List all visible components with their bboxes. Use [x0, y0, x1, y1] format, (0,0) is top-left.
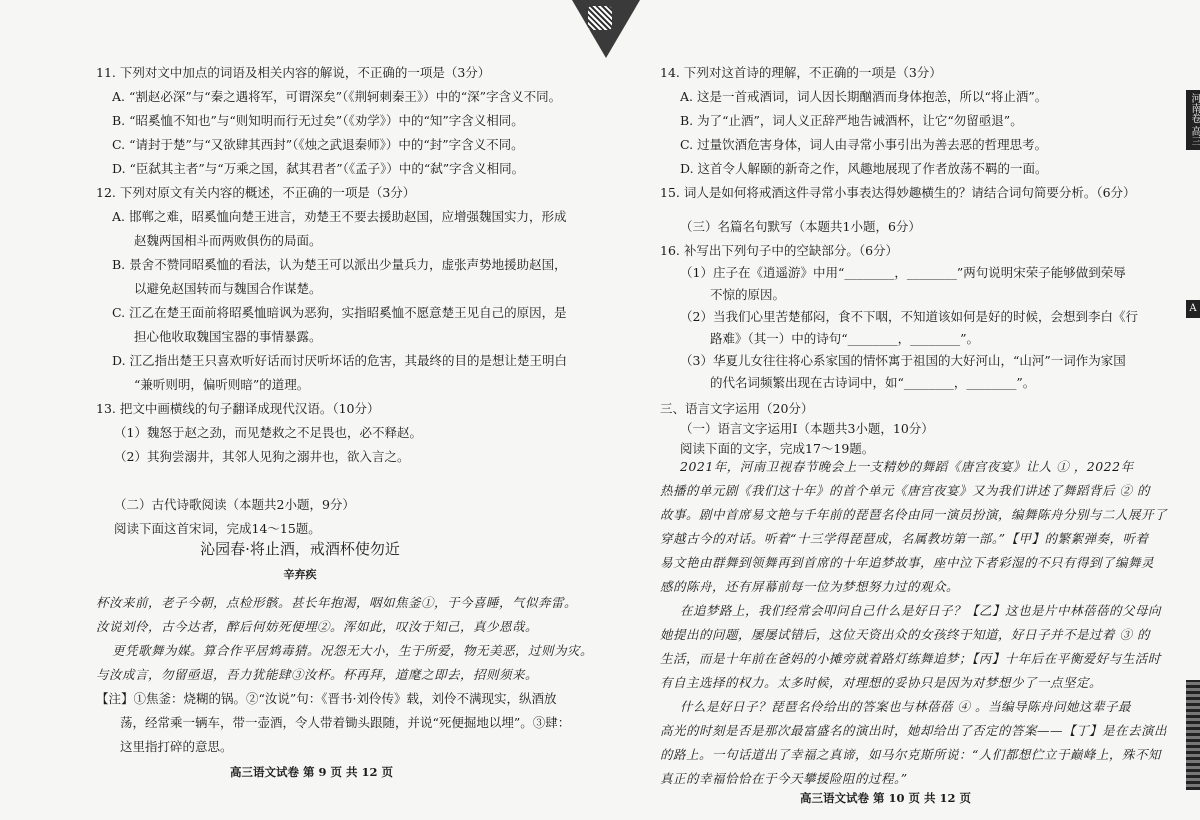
poem-line: 杯汝来前，老子今朝，点检形骸。甚长年抱渴，咽如焦釜①，于今喜睡，气似奔雷。: [96, 595, 578, 610]
spine-label: 河南卷 高三: [1186, 90, 1200, 150]
page-footer-9: 高三语文试卷 第 9 页 共 12 页: [230, 765, 394, 779]
question-line: （2）当我们心里苦楚郁闷，食不下咽，不知道该如何是好的时候，会想到李白《行: [680, 309, 1138, 324]
question-line: D. “臣弑其主者”与“万乘之国，弑其君者”（《孟子》）中的“弑”字含义相同。: [112, 161, 525, 176]
question-line: （一）语言文字运用Ⅰ（本题共3小题，10分）: [680, 421, 934, 436]
passage-line: 什么是好日子？琵琶名伶给出的答案也与林蓓蓓 ④ 。当编导陈舟问她这辈子最: [680, 699, 1131, 714]
question-line: 16. 补写出下列句子中的空缺部分。（6分）: [660, 243, 899, 258]
question-line: 12. 下列对原文有关内容的概述，不正确的一项是（3分）: [96, 185, 416, 200]
question-line: （1）魏怒于赵之劲，而见楚救之不足畏也，必不释赵。: [114, 425, 422, 440]
passage-line: 在追梦路上，我们经常会叩问自己什么是好日子？【乙】这也是片中林蓓蓓的父母向: [680, 603, 1162, 618]
question-line: 13. 把文中画横线的句子翻译成现代汉语。（10分）: [96, 401, 380, 416]
passage-line: 热播的单元剧《我们这十年》的首个单元《唐宫夜宴》又为我们讲述了舞蹈背后 ② 的: [660, 483, 1150, 498]
passage-line: 易文艳由群舞到领舞再到首席的十年追梦故事，座中泣下者彩湿的不只有得到了编舞灵: [660, 555, 1155, 570]
question-line: A. 这是一首戒酒词，词人因长期酗酒而身体抱恙，所以“将止酒”。: [680, 89, 1048, 104]
question-line: 三、语言文字运用（20分）: [660, 401, 814, 416]
question-line: （2）其狗尝溺井，其邻人见狗之溺井也，欲入言之。: [114, 449, 410, 464]
poem-line: 更凭歌舞为媒。算合作平居鸩毒猜。况怨无大小，生于所爱，物无美恶，过则为灾。: [112, 643, 594, 658]
passage-line: 故事。剧中首席易文艳与千年前的琵琶名伶由同一演员扮演，编舞陈舟分别与二人展开了: [660, 507, 1168, 522]
question-line: A. “割赵必深”与“秦之遇将军，可谓深矣”（《荆轲刺秦王》）中的“深”字含义不同。: [112, 89, 562, 104]
passage-line: 穿越古今的对话。听着“十三学得琵琶成，名属教坊第一部。”【甲】的繁絮弹奏，听着: [660, 531, 1149, 546]
question-line: 担心他收取魏国宝器的事情暴露。: [134, 329, 322, 344]
question-line: B. 为了“止酒”，词人义正辞严地告诫酒杯，让它“勿留亟退”。: [680, 113, 1023, 128]
note-line: 这里指打碎的意思。: [120, 739, 233, 754]
question-line: 14. 下列对这首诗的理解，不正确的一项是（3分）: [660, 65, 942, 80]
passage-line: 有自主选择的权力。太多时候，对理想的妥协只是因为对梦想少了一点坚定。: [660, 675, 1103, 690]
question-line: 以避免赵国转而与魏国合作谋楚。: [134, 281, 322, 296]
question-line: （二）古代诗歌阅读（本题共2小题，9分）: [114, 497, 355, 512]
question-line: 15. 词人是如何将戒酒这件寻常小事表达得妙趣横生的？请结合词句简要分析。（6分）: [660, 185, 1136, 200]
note-line: 荡，经常乘一辆车，带一壶酒，令人带着锄头跟随，并说“死便掘地以埋”。③肆：: [120, 715, 571, 730]
question-line: D. 江乙指出楚王只喜欢听好话而讨厌听坏话的危害，其最终的目的是想让楚王明白: [112, 353, 568, 368]
page-footer-10: 高三语文试卷 第 10 页 共 12 页: [800, 791, 972, 805]
binding-edge: [1186, 680, 1200, 790]
question-line: C. “请封于楚”与“又欲肆其西封”（《烛之武退秦师》）中的“封”字含义不同。: [112, 137, 524, 152]
question-line: C. 江乙在楚王面前将昭奚恤暗讽为恶狗，实指昭奚恤不愿意楚王见自己的原因，是: [112, 305, 567, 320]
poem-author: 辛弃疾: [283, 568, 317, 581]
question-line: （1）庄子在《逍遥游》中用“________，________”两句说明宋荣子能够做到荣辱: [680, 265, 1126, 280]
note-line: 【注】①焦釜：烧糊的锅。②“汝说”句：《晋书·刘伶传》载，刘伶不满现实，纵酒放: [96, 691, 557, 706]
question-line: 阅读下面的文字，完成17～19题。: [680, 441, 875, 456]
question-line: 阅读下面这首宋词，完成14～15题。: [114, 521, 321, 536]
question-line: 的代名词频繁出现在古诗词中，如“________，________”。: [710, 375, 1036, 390]
passage-line: 生活，而是十年前在爸妈的小摊旁就着路灯练舞追梦；【丙】十年后在平衡爱好与生活时: [660, 651, 1161, 666]
question-line: 赵魏两国相斗而两败俱伤的局面。: [134, 233, 322, 248]
passage-tail: 真正的幸福恰恰在于今天攀援险阻的过程。”: [660, 771, 908, 786]
question-line: （三）名篇名句默写（本题共1小题，6分）: [680, 219, 921, 234]
question-line: B. 景舍不赞同昭奚恤的看法，认为楚王可以派出少量兵力，虚张声势地援助赵国，: [112, 257, 567, 272]
question-line: 11. 下列对文中加点的词语及相关内容的解说，不正确的一项是（3分）: [96, 65, 491, 80]
poem-line: 汝说刘伶，古今达者，醉后何妨死便埋②。浑如此，叹汝于知己，真少恩哉。: [96, 619, 539, 634]
passage-line: 感的陈舟，还有屏幕前每一位为梦想努力过的观众。: [660, 579, 960, 594]
passage-line: 她提出的问题，屡屡试错后，这位天资出众的女孩终于知道，好日子并不是过着 ③ 的: [660, 627, 1150, 642]
page-10: [600, 0, 1200, 820]
question-line: 路难》（其一）中的诗句“________，________”。: [710, 331, 980, 346]
poem-line: 与汝成言，勿留亟退，吾力犹能肆③汝杯。杯再拜，道麾之即去，招则须来。: [96, 667, 539, 682]
poem-title: 沁园春·将止酒，戒酒杯使勿近: [200, 540, 400, 558]
passage-line: 高光的时刻是否是那次最富盛名的演出时，她却给出了否定的答案——【丁】是在去演出: [660, 723, 1168, 738]
question-line: C. 过量饮酒危害身体，词人由寻常小事引出为善去恶的哲理思考。: [680, 137, 1048, 152]
passage-line: 的路上。一句话道出了幸福之真谛，如马尔克斯所说：“人们都想伫立于巅峰上，殊不知: [660, 747, 1161, 762]
side-tab: A: [1186, 300, 1200, 318]
question-line: （3）华夏儿女往往将心系家国的情怀寓于祖国的大好河山，“山河”一词作为家国: [680, 353, 1126, 368]
question-line: B. “昭奚恤不知也”与“则知明而行无过矣”（《劝学》）中的“知”字含义相同。: [112, 113, 524, 128]
question-line: D. 这首令人解颐的新奇之作，风趣地展现了作者放荡不羁的一面。: [680, 161, 1048, 176]
question-line: 不惊的原因。: [710, 287, 786, 302]
question-line: “兼听则明，偏听则暗”的道理。: [134, 377, 310, 392]
question-line: A. 邯郸之难，昭奚恤向楚王进言，劝楚王不要去援助赵国，应增强魏国实力，形成: [112, 209, 567, 224]
passage-line: 2021年，河南卫视春节晚会上一支精妙的舞蹈《唐宫夜宴》让人 ① ，2022年: [680, 459, 1134, 474]
